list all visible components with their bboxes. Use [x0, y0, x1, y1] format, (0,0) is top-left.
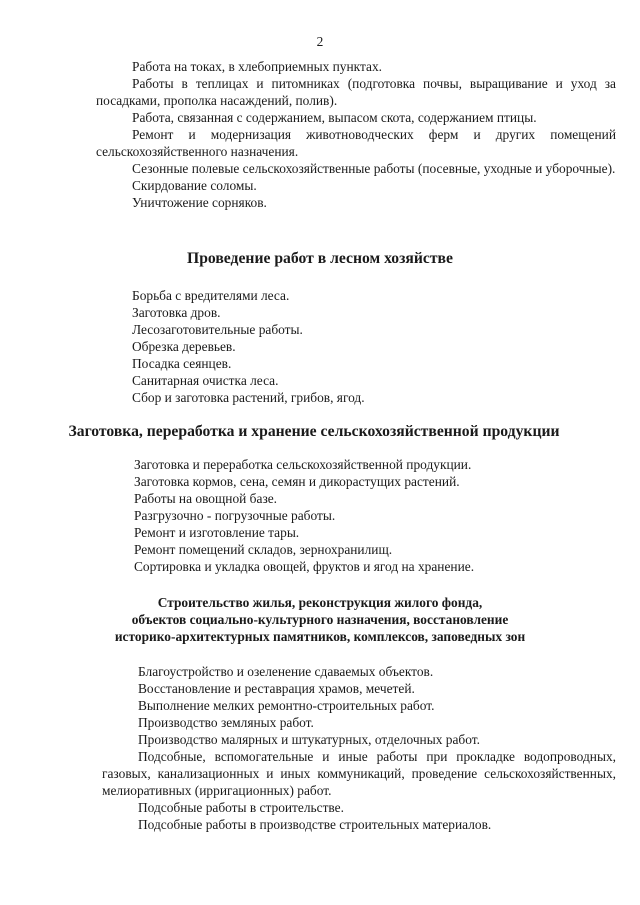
- list-item: Обрезка деревьев.: [132, 339, 236, 354]
- section-heading-line: Строительство жилья, реконструкция жилого фонда,: [157, 595, 483, 610]
- list-item: Борьба с вредителями леса.: [132, 288, 290, 303]
- list-item: Заготовка кормов, сена, семян и дикорастущих растений.: [134, 474, 460, 489]
- list-item: Работа, связанная с содержанием, выпасом скота, содержанием птицы.: [132, 110, 537, 125]
- list-item: Посадка сеянцев.: [132, 356, 232, 371]
- page-number: 2: [316, 34, 324, 49]
- list-item: Разгрузочно - погрузочные работы.: [134, 508, 336, 523]
- section-list: [134, 456, 614, 575]
- list-item: Работы на овощной базе.: [134, 491, 278, 506]
- section-list: [102, 663, 616, 833]
- section-heading: [0, 594, 640, 645]
- list-item: Подсобные работы в строительстве.: [138, 800, 344, 815]
- list-item: Благоустройство и озеленение сдаваемых объектов.: [138, 664, 434, 679]
- section-heading: Проведение работ в лесном хозяйстве: [187, 250, 453, 267]
- list-item: Ремонт и изготовление тары.: [134, 525, 300, 540]
- list-item: Работа на токах, в хлебоприемных пунктах.: [132, 59, 383, 74]
- list-item: Ремонт помещений складов, зернохранилищ.: [134, 542, 393, 557]
- list-item: Подсобные, вспомогательные и иные работы при прокладке водопроводных, газовых, канализационных и иных коммуникаций, проведение сельскохозяйственных, мелиоративных (ирригационных) работ.: [102, 749, 616, 798]
- list-item: Восстановление и реставрация храмов, мечетей.: [138, 681, 415, 696]
- list-item: Работы в теплицах и питомниках (подготовка почвы, выращивание и уход за посадками, прополка насаждений, полив).: [96, 76, 616, 108]
- list-item: Производство земляных работ.: [138, 715, 314, 730]
- list-item: Заготовка дров.: [132, 305, 221, 320]
- section-heading-line: историко-архитектурных памятников, комплексов, заповедных зон: [114, 629, 526, 644]
- list-item: Производство малярных и штукатурных, отделочных работ.: [138, 732, 480, 747]
- intro-list: [96, 58, 616, 211]
- list-item: Ремонт и модернизация животноводческих ферм и других помещений сельскохозяйственного назначения.: [96, 127, 616, 159]
- list-item: Санитарная очистка леса.: [132, 373, 279, 388]
- list-item: Заготовка и переработка сельскохозяйственной продукции.: [134, 457, 472, 472]
- list-item: Подсобные работы в производстве строительных материалов.: [138, 817, 492, 832]
- list-item: Лесозаготовительные работы.: [132, 322, 303, 337]
- list-item: Сезонные полевые сельскохозяйственные работы (посевные, уходные и уборочные).: [132, 161, 616, 176]
- list-item: Уничтожение сорняков.: [132, 195, 267, 210]
- list-item: Выполнение мелких ремонтно-строительных работ.: [138, 698, 435, 713]
- section-heading: Заготовка, переработка и хранение сельскохозяйственной продукции: [68, 423, 560, 440]
- list-item: Скирдование соломы.: [132, 178, 257, 193]
- section-heading-line: объектов социально-культурного назначения, восстановление: [131, 612, 509, 627]
- list-item: Сбор и заготовка растений, грибов, ягод.: [132, 390, 365, 405]
- list-item: Сортировка и укладка овощей, фруктов и ягод на хранение.: [134, 559, 475, 574]
- section-list: [132, 287, 612, 406]
